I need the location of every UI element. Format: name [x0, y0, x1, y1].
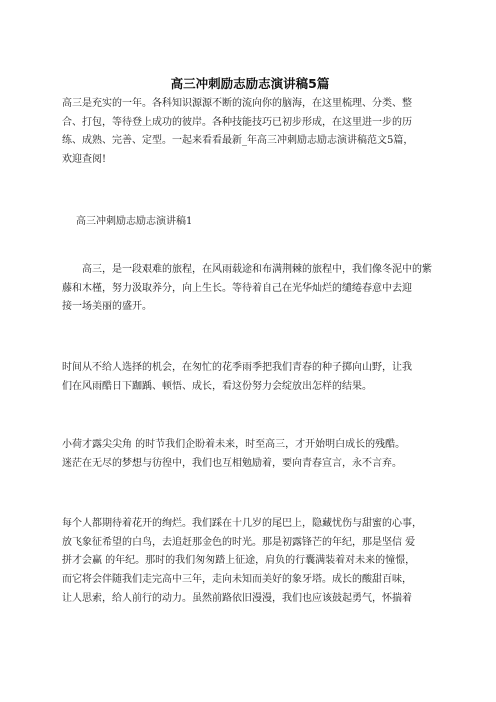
paragraph-line: 小荷才露尖尖角 的时节我们企盼着未来，时至高三，才开始明白成长的残酷。	[62, 439, 406, 450]
paragraph-line: 让人思索，给人前行的动力。虽然前路依旧漫漫，我们也应该鼓起勇气，怀揣着	[62, 592, 412, 604]
paragraph-line: 高三，是一段艰难的旅程，在风雨载途和布满荆棘的旅程中，我们像冬泥中的紫	[82, 264, 432, 275]
body-paragraph-1	[62, 261, 438, 317]
document-title: 高三冲刺励志励志演讲稿5篇	[170, 76, 330, 91]
section-heading-text: 高三冲刺励志励志演讲稿1	[76, 216, 193, 227]
intro-paragraph	[62, 95, 438, 170]
paragraph-line: 们在风雨酷日下跏踽、顿悟、成长，看这份努力会绽放出怎样的结果。	[62, 380, 372, 392]
paragraph-line: 欢迎查阅!	[62, 154, 107, 166]
paragraph-line: 而它将会伴随我们走完高中三年，走向未知而美好的象牙塔。成长的酸甜百味，	[62, 574, 412, 586]
paragraph-line: 高三是充实的一年。各科知识源源不断的流向你的脑海，在这里梳理、分类、整	[62, 98, 412, 109]
paragraph-line: 练、成熟、完善、定型。一起来看看最新_年高三冲刺励志励志演讲稿范文5篇，	[62, 135, 414, 147]
body-paragraph-3	[62, 436, 438, 473]
body-paragraph-2	[62, 359, 438, 396]
section-heading	[62, 213, 452, 232]
paragraph-line: 时间从不给人选择的机会，在匆忙的花季雨季把我们青春的种子掷向山野，让我	[62, 362, 412, 373]
paragraph-line: 迷茫在无尽的梦想与彷徨中，我们也互相勉励着，要向青春宣言，永不言弃。	[62, 457, 402, 469]
paragraph-line: 拼才会赢 的年纪。那时的我们匆匆踏上征途，肩负的行囊满装着对未来的憧憬，	[62, 555, 416, 567]
paragraph-line: 藤和木槿，努力汲取养分，向上生长。等待着自己在光华灿烂的缱绻春意中去迎	[62, 282, 412, 294]
paragraph-line: 放飞象征希望的白鸟，去追赶那金色的时光。那是初露锋芒的年纪，那是坚信 爱	[62, 536, 416, 548]
paragraph-line: 接一场美丽的盛开。	[62, 301, 152, 313]
body-paragraph-4	[62, 515, 438, 608]
paragraph-line: 合、打包，等待登上成功的彼岸。各种技能技巧已初步形成，在这里进一步的历	[62, 116, 412, 128]
paragraph-line: 每个人都期待着花开的绚烂。我们踩在十几岁的尾巴上，隐藏忧伤与甜蜜的心事，	[62, 518, 422, 529]
